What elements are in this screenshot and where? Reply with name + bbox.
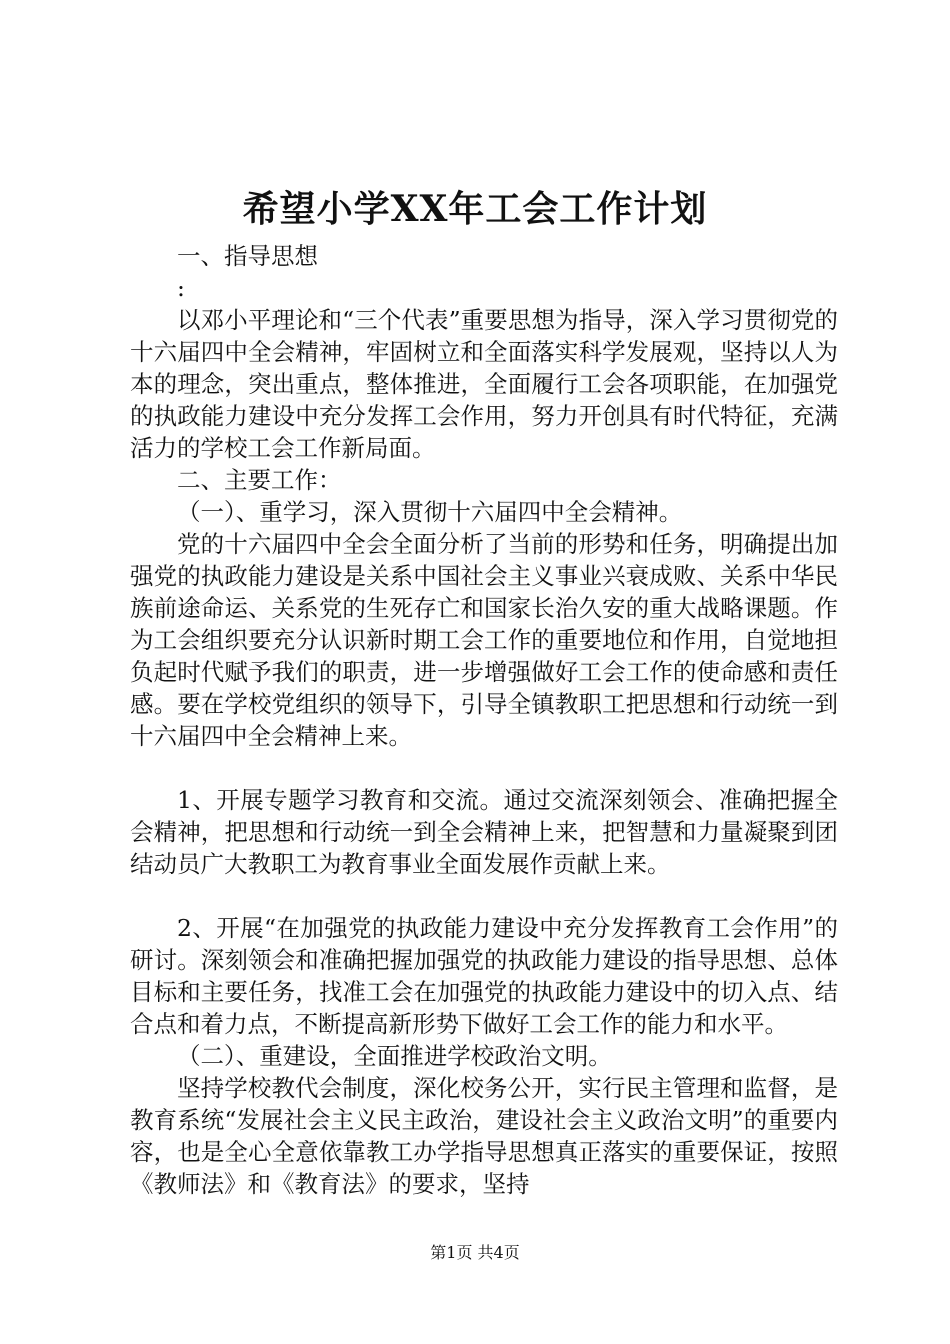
subheading-construction: （二）、重建设，全面推进学校政治文明。 [177, 1042, 612, 1070]
paragraph-study: 党的十六届四中全会全面分析了当前的形势和任务，明确提出加强党的执政能力建设是关系中国社会主义事业兴衰成败、关系中华民族前途命运、关系党的生死存亡和国家长治久安的重大战略课题。作为工会组织要充分认识新时期工会工作的重要地位和作用，自觉地担负起时代赋予我们的职责，进一步增强做好工会工作的使命感和责任感。要在学校党组织的领导下，引导全镇教职工把思想和行动统一到十六届四中全会精神上来。 [130, 530, 838, 750]
list-item-2: 2、开展“在加强党的执政能力建设中充分发挥教育工会作用”的研讨。深刻领会和准确把握加强党的执政能力建设的指导思想、总体目标和主要任务，找准工会在加强党的执政能力建设中的切入点、结合点和着力点，不断提高新形势下做好工会工作的能力和水平。 [130, 914, 838, 1038]
subheading-study: （一）、重学习，深入贯彻十六届四中全会精神。 [177, 498, 683, 526]
heading-guiding-thought: 一、指导思想 [177, 242, 318, 270]
page-footer: 第1页 共4页 [430, 1243, 520, 1262]
list-item-1: 1、开展专题学习教育和交流。通过交流深刻领会、准确把握全会精神，把思想和行动统一到全会精神上来，把智慧和力量凝聚到团结动员广大教职工为教育事业全面发展作贡献上来。 [130, 786, 838, 878]
document-body [130, 240, 838, 1200]
document-title: 希望小学XX年工会工作计划 [242, 188, 708, 230]
paragraph-construction: 坚持学校教代会制度，深化校务公开，实行民主管理和监督，是教育系统“发展社会主义民主政治，建设社会主义政治文明”的重要内容，也是全心全意依靠教工办学指导思想真正落实的重要保证，按照《教师法》和《教育法》的要求，坚持 [130, 1074, 838, 1198]
colon-line: : [177, 274, 185, 302]
paragraph-guiding-thought: 以邓小平理论和“三个代表”重要思想为指导，深入学习贯彻党的十六届四中全会精神，牢固树立和全面落实科学发展观，坚持以人为本的理念，突出重点，整体推进，全面履行工会各项职能，在加强党的执政能力建设中充分发挥工会作用，努力开创具有时代特征，充满活力的学校工会工作新局面。 [130, 306, 838, 462]
heading-main-work: 二、主要工作： [177, 466, 342, 494]
